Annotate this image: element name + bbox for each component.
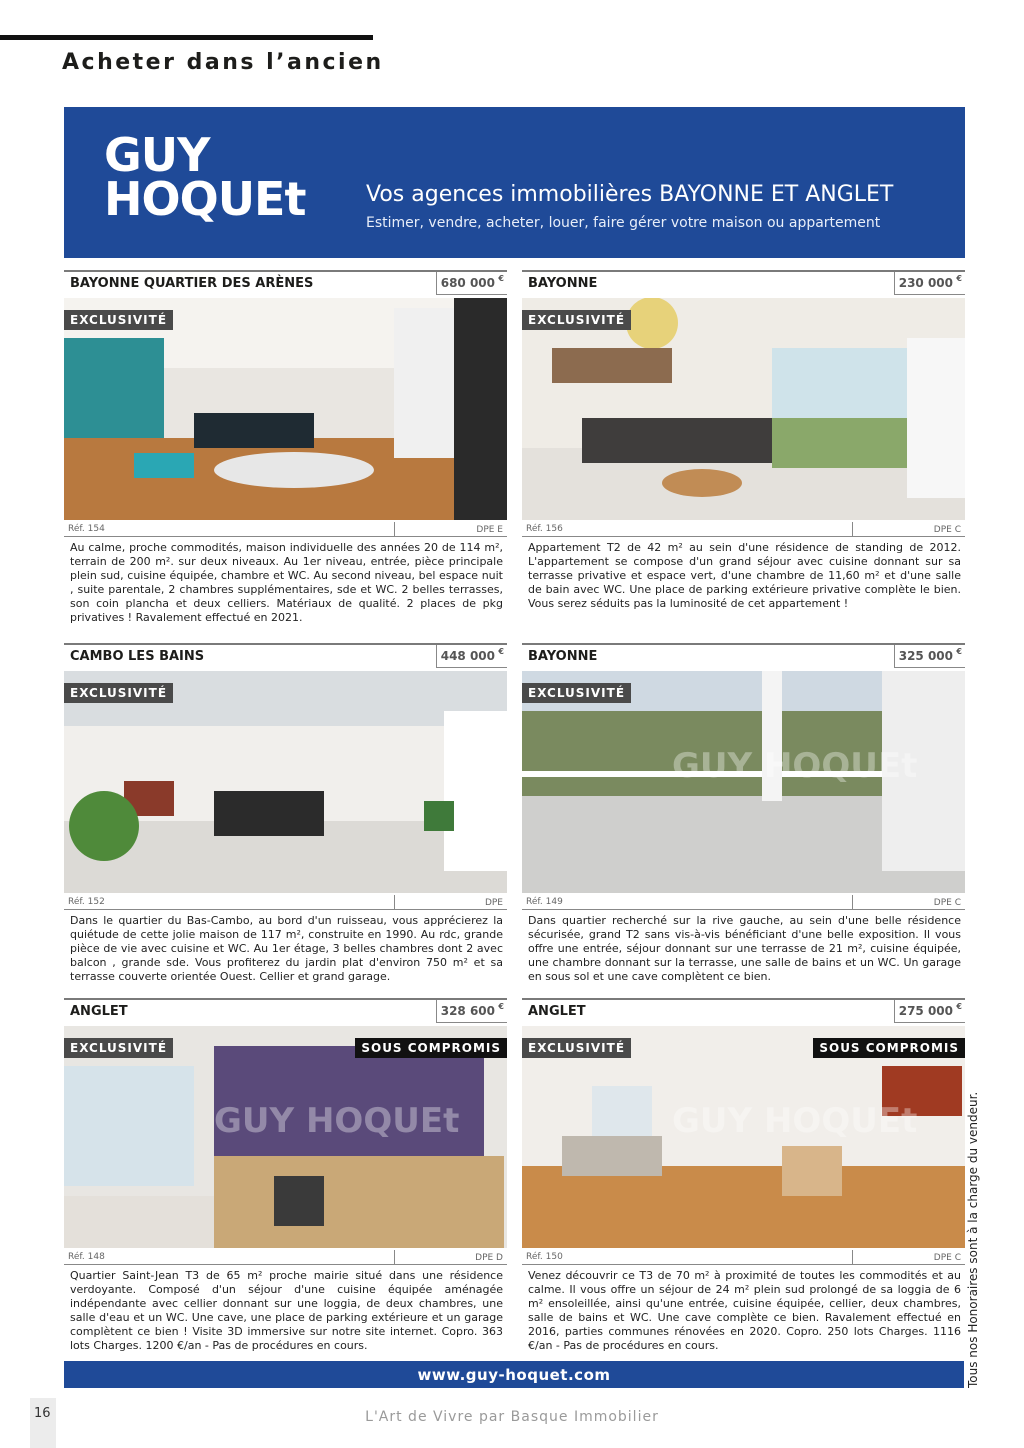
agency-logo [104, 128, 306, 226]
listing-dpe: DPE E [476, 525, 503, 535]
exclusive-badge: EXCLUSIVITÉ [522, 1038, 631, 1058]
listing-card[interactable] [64, 998, 507, 1353]
listing-card[interactable] [522, 270, 965, 611]
exclusive-badge: EXCLUSIVITÉ [522, 683, 631, 703]
price-box [894, 272, 965, 295]
listing-price: 448 000 [440, 649, 495, 663]
listing-header [522, 998, 965, 1026]
listing-card[interactable] [522, 643, 965, 984]
listing-description: Venez découvrir ce T3 de 70 m² à proximité de toutes les commodités et au calme. Il vous offre un séjour de 24 m² plein sud prolongé de sa loggia de 6 m² ensoleillée, ainsi qu'une entrée, cuisine équipée, cellier, deux chambres, salle de bains et WC. Une cave complète ce bien. Ravalement effectué en 2016, parties communes rénovées en 2020. Copro. 250 lots Charges. 1116 €/an - Pas de procédures en cours. [528, 1269, 961, 1352]
listing-photo[interactable] [522, 298, 965, 520]
footer-bar [64, 1361, 964, 1388]
listing-price: 325 000 [898, 649, 953, 663]
listing-dpe: DPE C [933, 1253, 961, 1263]
currency-symbol: € [498, 1002, 504, 1011]
watermark: GUY HOQUEt [672, 1101, 918, 1141]
listing-dpe: DPE D [475, 1253, 503, 1263]
reference-row [64, 893, 507, 910]
listing-ref: Réf. 152 [68, 897, 105, 907]
price-box [436, 1000, 507, 1023]
divider [852, 1250, 853, 1264]
listing-header [522, 270, 965, 298]
banner-title: Vos agences immobilières BAYONNE ET ANGLET [366, 182, 894, 207]
divider [852, 522, 853, 536]
exclusive-badge: EXCLUSIVITÉ [64, 1038, 173, 1058]
logo-line-1: GUY [104, 128, 210, 182]
currency-symbol: € [956, 1002, 962, 1011]
magazine-tagline: L'Art de Vivre par Basque Immobilier [365, 1409, 659, 1425]
exclusive-badge: EXCLUSIVITÉ [64, 683, 173, 703]
divider [852, 895, 853, 909]
reference-row [522, 1248, 965, 1265]
listing-ref: Réf. 148 [68, 1252, 105, 1262]
listing-price: 230 000 [898, 276, 953, 290]
exclusive-badge: EXCLUSIVITÉ [64, 310, 173, 330]
reference-row [522, 893, 965, 910]
listing-photo[interactable] [522, 1026, 965, 1248]
listing-header [522, 643, 965, 671]
top-rule [0, 35, 373, 40]
currency-symbol: € [956, 274, 962, 283]
listing-price: 680 000 [440, 276, 495, 290]
exclusive-badge: EXCLUSIVITÉ [522, 310, 631, 330]
watermark: GUY HOQUEt [214, 1101, 460, 1141]
listing-description: Quartier Saint-Jean T3 de 65 m² proche mairie situé dans une résidence verdoyante. Composé d'un séjour d'une cuisine équipée aménagée indépendante avec cellier donnant sur une loggia, de deux chambres, une salle d'eau et un WC. Une cave, une place de parking extérieure et un garage complètent ce bien ! Visite 3D immersive sur notre site internet. Copro. 363 lots Charges. 1200 €/an - Pas de procédures en cours. [70, 1269, 503, 1352]
listing-ref: Réf. 150 [526, 1252, 563, 1262]
listing-card[interactable] [64, 643, 507, 984]
listing-header [64, 643, 507, 671]
listing-description: Dans quartier recherché sur la rive gauche, au sein d'une belle résidence sécurisée, grand T2 sans vis-à-vis bénéficiant d'une belle exposition. Il vous offre une entrée, séjour donnant sur une terrasse de 21 m², cuisine équipée, une chambre donnant sur la terrasse, une salle de bains et un WC. Un garage en sous sol et une cave complètent ce bien. [528, 914, 961, 983]
reference-row [64, 520, 507, 537]
divider [394, 1250, 395, 1264]
listing-header [64, 998, 507, 1026]
listing-card[interactable] [64, 270, 507, 625]
under-offer-badge: SOUS COMPROMIS [355, 1038, 507, 1058]
listing-location: BAYONNE [528, 649, 598, 664]
apartment-living-photo [522, 298, 965, 520]
listing-ref: Réf. 149 [526, 897, 563, 907]
listing-location: BAYONNE QUARTIER DES ARÈNES [70, 276, 314, 291]
listing-description: Dans le quartier du Bas-Cambo, au bord d'un ruisseau, vous apprécierez la quiétude de cette jolie maison de 117 m², construite en 1990. Au rdc, grande pièce de vie avec cuisine et WC. Au 1er étage, 3 belles chambres dont 2 avec balcon , grande sde. Vous profiterez du jardin plat d'environ 750 m² et sa terrasse couverte orientée Ouest. Cellier et grand garage. [70, 914, 503, 983]
price-box [894, 1000, 965, 1023]
price-box [436, 272, 507, 295]
house-interior-photo [64, 671, 507, 893]
currency-symbol: € [498, 647, 504, 656]
listing-card[interactable] [522, 998, 965, 1353]
divider [394, 522, 395, 536]
listing-description: Au calme, proche commodités, maison individuelle des années 20 de 114 m², terrain de 200 m². sur deux niveaux. Au 1er niveau, entrée, pièce principale plein sud, cuisine équipée, chambre et WC. Au second niveau, bel espace nuit , suite parentale, 2 chambres supplémentaires, sde et WC. 2 belles terrasses, son coin plancha et deux celliers. Matériaux de qualité. 2 places de pkg privatives ! Ravalement effectué en 2021. [70, 541, 503, 624]
listing-photo[interactable] [522, 671, 965, 893]
listing-location: CAMBO LES BAINS [70, 649, 205, 664]
listing-photo[interactable] [64, 1026, 507, 1248]
listing-photo[interactable] [64, 671, 507, 893]
listing-price: 328 600 [440, 1004, 495, 1018]
fees-note: Tous nos Honoraires sont à la charge du vendeur. [966, 1091, 980, 1388]
listing-dpe: DPE C [933, 525, 961, 535]
page-number: 16 [34, 1406, 51, 1421]
listing-location: BAYONNE [528, 276, 598, 291]
under-offer-badge: SOUS COMPROMIS [813, 1038, 965, 1058]
listing-dpe: DPE C [933, 898, 961, 908]
website-link[interactable]: www.guy-hoquet.com [417, 1366, 611, 1384]
currency-symbol: € [498, 274, 504, 283]
price-box [436, 645, 507, 668]
listing-location: ANGLET [70, 1004, 128, 1019]
watermark: GUY HOQUEt [672, 746, 918, 786]
currency-symbol: € [956, 647, 962, 656]
listing-price: 275 000 [898, 1004, 953, 1018]
divider [394, 895, 395, 909]
banner-subtitle: Estimer, vendre, acheter, louer, faire gérer votre maison ou appartement [366, 215, 881, 231]
listing-ref: Réf. 154 [68, 524, 105, 534]
logo-line-2: HOQUEt [104, 172, 306, 226]
listing-ref: Réf. 156 [526, 524, 563, 534]
agency-banner [64, 107, 965, 258]
listing-dpe: DPE [484, 898, 503, 908]
listing-location: ANGLET [528, 1004, 586, 1019]
listing-header [64, 270, 507, 298]
living-room-photo [64, 298, 507, 520]
reference-row [522, 520, 965, 537]
reference-row [64, 1248, 507, 1265]
listing-photo[interactable] [64, 298, 507, 520]
listing-description: Appartement T2 de 42 m² au sein d'une résidence de standing de 2012. L'appartement se compose d'un grand séjour avec cuisine donnant sur sa terrasse privative et espace vert, d'une chambre de 11,60 m² et d'une salle de bain avec WC. Une place de parking extérieure privative complète le bien. Vous serez séduits pas la luminosité de cet appartement ! [528, 541, 961, 610]
price-box [894, 645, 965, 668]
section-title: Acheter dans l’ancien [62, 50, 384, 75]
